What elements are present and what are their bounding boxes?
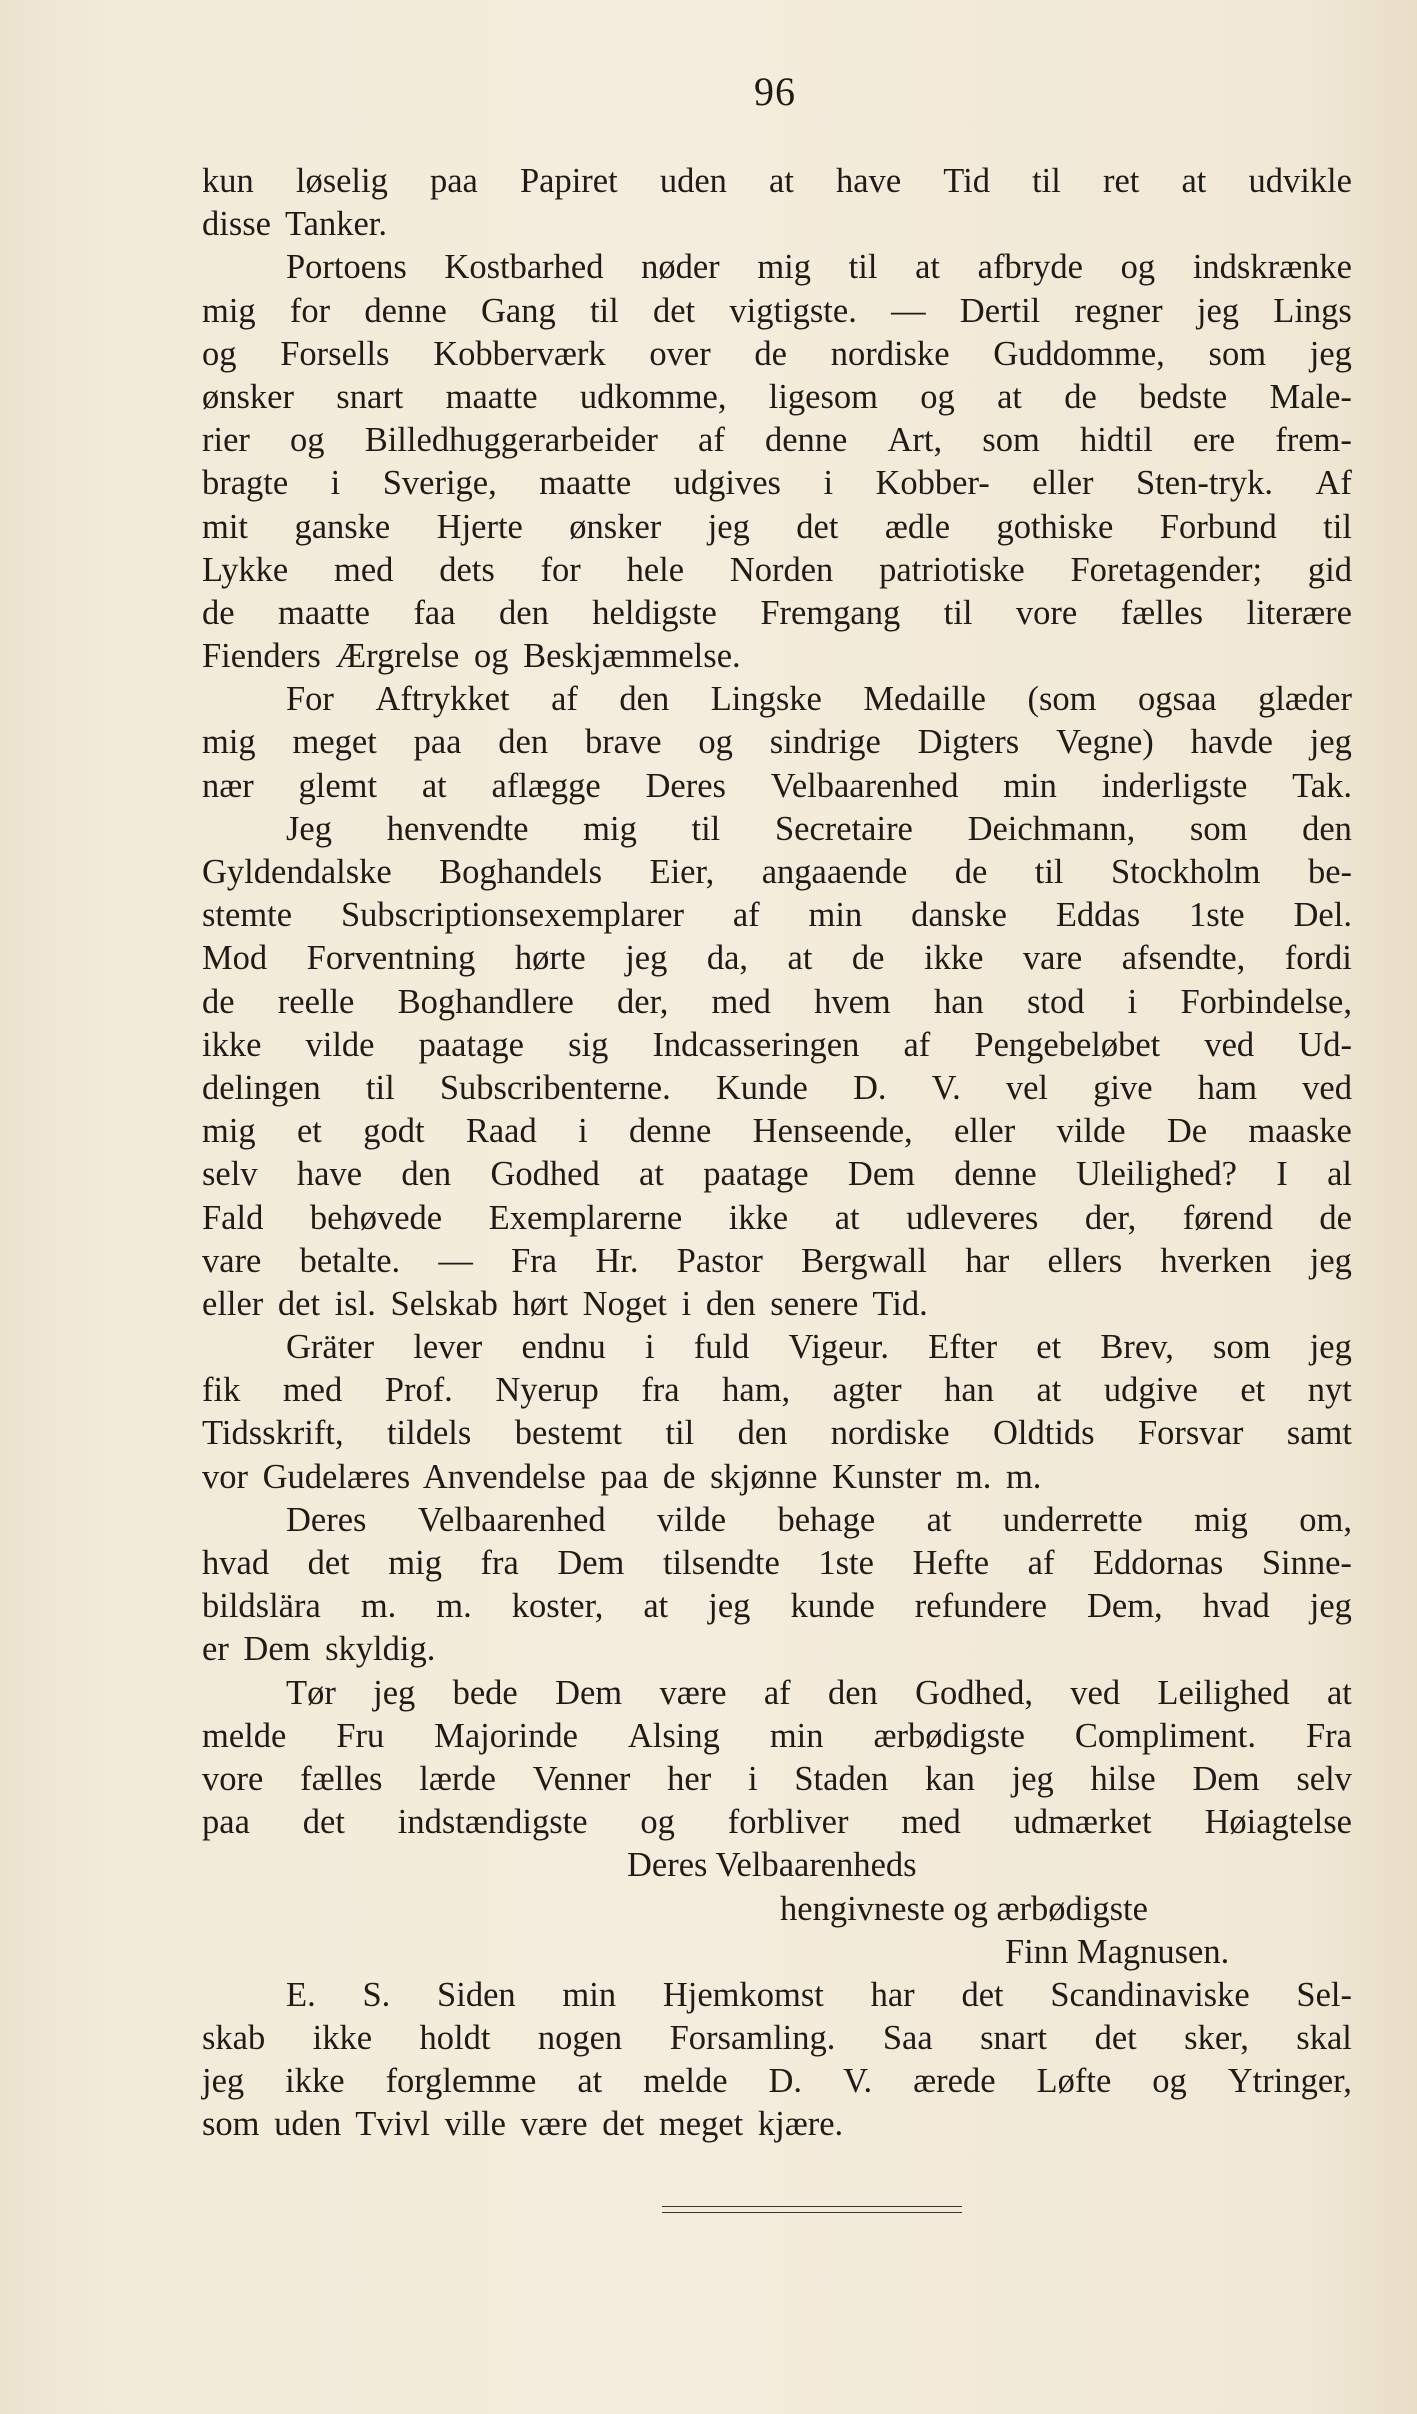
- text-line: bragte i Sverige, maatte udgives i Kobber- eller Sten-tryk. Af: [202, 464, 1352, 503]
- text-line: bildslära m. m. koster, at jeg kunde refundere Dem, hvad jeg: [202, 1587, 1352, 1626]
- text-line: delingen til Subscribenterne. Kunde D. V. vel give ham ved: [202, 1068, 1352, 1107]
- text-line: vare betalte. — Fra Hr. Pastor Bergwall har ellers hverken jeg: [202, 1241, 1352, 1280]
- text-line: Gräter lever endnu i fuld Vigeur. Efter et Brev, som jeg: [286, 1328, 1352, 1367]
- text-line: skab ikke holdt nogen Forsamling. Saa snart det sker, skal: [202, 2019, 1352, 2058]
- text-line: vor Gudelæres Anvendelse paa de skjønne Kunster m. m.: [202, 1457, 1042, 1496]
- text-line: Deres Velbaarenheds: [627, 1846, 917, 1885]
- text-line: Deres Velbaarenhed vilde behage at underrette mig om,: [286, 1500, 1352, 1539]
- text-line: paa det indstændigste og forbliver med udmærket Høiagtelse: [202, 1803, 1352, 1842]
- text-line: selv have den Godhed at paatage Dem denne Uleilighed? I al: [202, 1155, 1352, 1194]
- text-line: Portoens Kostbarhed nøder mig til at afbryde og indskrænke: [286, 248, 1352, 287]
- text-line: mig for denne Gang til det vigtigste. — Dertil regner jeg Lings: [202, 291, 1352, 330]
- text-line: Fald behøvede Exemplarerne ikke at udleveres der, førend de: [202, 1198, 1352, 1237]
- text-line: som uden Tvivl ville være det meget kjære.: [202, 2105, 844, 2144]
- text-line: Tør jeg bede Dem være af den Godhed, ved Leilighed at: [286, 1673, 1352, 1712]
- text-line: stemte Subscriptionsexemplarer af min danske Eddas 1ste Del.: [202, 896, 1352, 935]
- text-line: ikke vilde paatage sig Indcasseringen af Pengebeløbet ved Ud-: [202, 1025, 1352, 1064]
- text-line: mig et godt Raad i denne Henseende, eller vilde De maaske: [202, 1112, 1352, 1151]
- text-line: hvad det mig fra Dem tilsendte 1ste Hefte af Eddornas Sinne-: [202, 1544, 1352, 1582]
- text-line: mig meget paa den brave og sindrige Digters Vegne) havde jeg: [202, 723, 1352, 762]
- text-line: Finn Magnusen.: [1005, 1932, 1230, 1971]
- body-text: [202, 160, 1352, 2147]
- text-line: mit ganske Hjerte ønsker jeg det ædle gothiske Forbund til: [202, 507, 1352, 546]
- text-line: og Forsells Kobberværk over de nordiske Guddomme, som jeg: [202, 334, 1352, 373]
- text-line: eller det isl. Selskab hørt Noget i den senere Tid.: [202, 1284, 928, 1323]
- end-rule-bottom: [662, 2212, 962, 2213]
- text-line: Fienders Ærgrelse og Beskjæmmelse.: [202, 637, 741, 676]
- text-line: nær glemt at aflægge Deres Velbaarenhed min inderligste Tak.: [202, 766, 1352, 805]
- text-line: melde Fru Majorinde Alsing min ærbødigste Compliment. Fra: [202, 1716, 1352, 1755]
- text-line: hengivneste og ærbødigste: [780, 1889, 1148, 1928]
- text-line: fik med Prof. Nyerup fra ham, agter han at udgive et nyt: [202, 1371, 1352, 1410]
- text-line: Mod Forventning hørte jeg da, at de ikke vare afsendte, fordi: [202, 939, 1352, 978]
- text-line: Jeg henvendte mig til Secretaire Deichmann, som den: [286, 809, 1352, 848]
- text-line: vore fælles lærde Venner her i Staden kan jeg hilse Dem selv: [202, 1759, 1352, 1798]
- text-line: er Dem skyldig.: [202, 1630, 436, 1669]
- text-line: Lykke med dets for hele Norden patriotiske Foretagender; gid: [202, 550, 1352, 589]
- text-line: kun løselig paa Papiret uden at have Tid til ret at udvikle: [202, 162, 1352, 200]
- text-line: jeg ikke forglemme at melde D. V. ærede Løfte og Ytringer,: [202, 2062, 1352, 2101]
- text-line: E. S. Siden min Hjemkomst har det Scandinaviske Sel-: [286, 1975, 1352, 2014]
- text-line: For Aftrykket af den Lingske Medaille (som ogsaa glæder: [286, 680, 1352, 719]
- text-line: Gyldendalske Boghandels Eier, angaaende de til Stockholm be-: [202, 853, 1352, 891]
- page-number: 96: [754, 69, 796, 114]
- text-line: ønsker snart maatte udkomme, ligesom og at de bedste Male-: [202, 377, 1352, 416]
- end-rule-top: [662, 2206, 962, 2207]
- text-line: de maatte faa den heldigste Fremgang til vore fælles literære: [202, 593, 1352, 632]
- text-line: disse Tanker.: [202, 205, 388, 244]
- text-line: de reelle Boghandlere der, med hvem han stod i Forbindelse,: [202, 982, 1352, 1021]
- text-line: Tidsskrift, tildels bestemt til den nordiske Oldtids Forsvar samt: [202, 1414, 1352, 1453]
- text-line: rier og Billedhuggerarbeider af denne Art, som hidtil ere frem-: [202, 421, 1352, 460]
